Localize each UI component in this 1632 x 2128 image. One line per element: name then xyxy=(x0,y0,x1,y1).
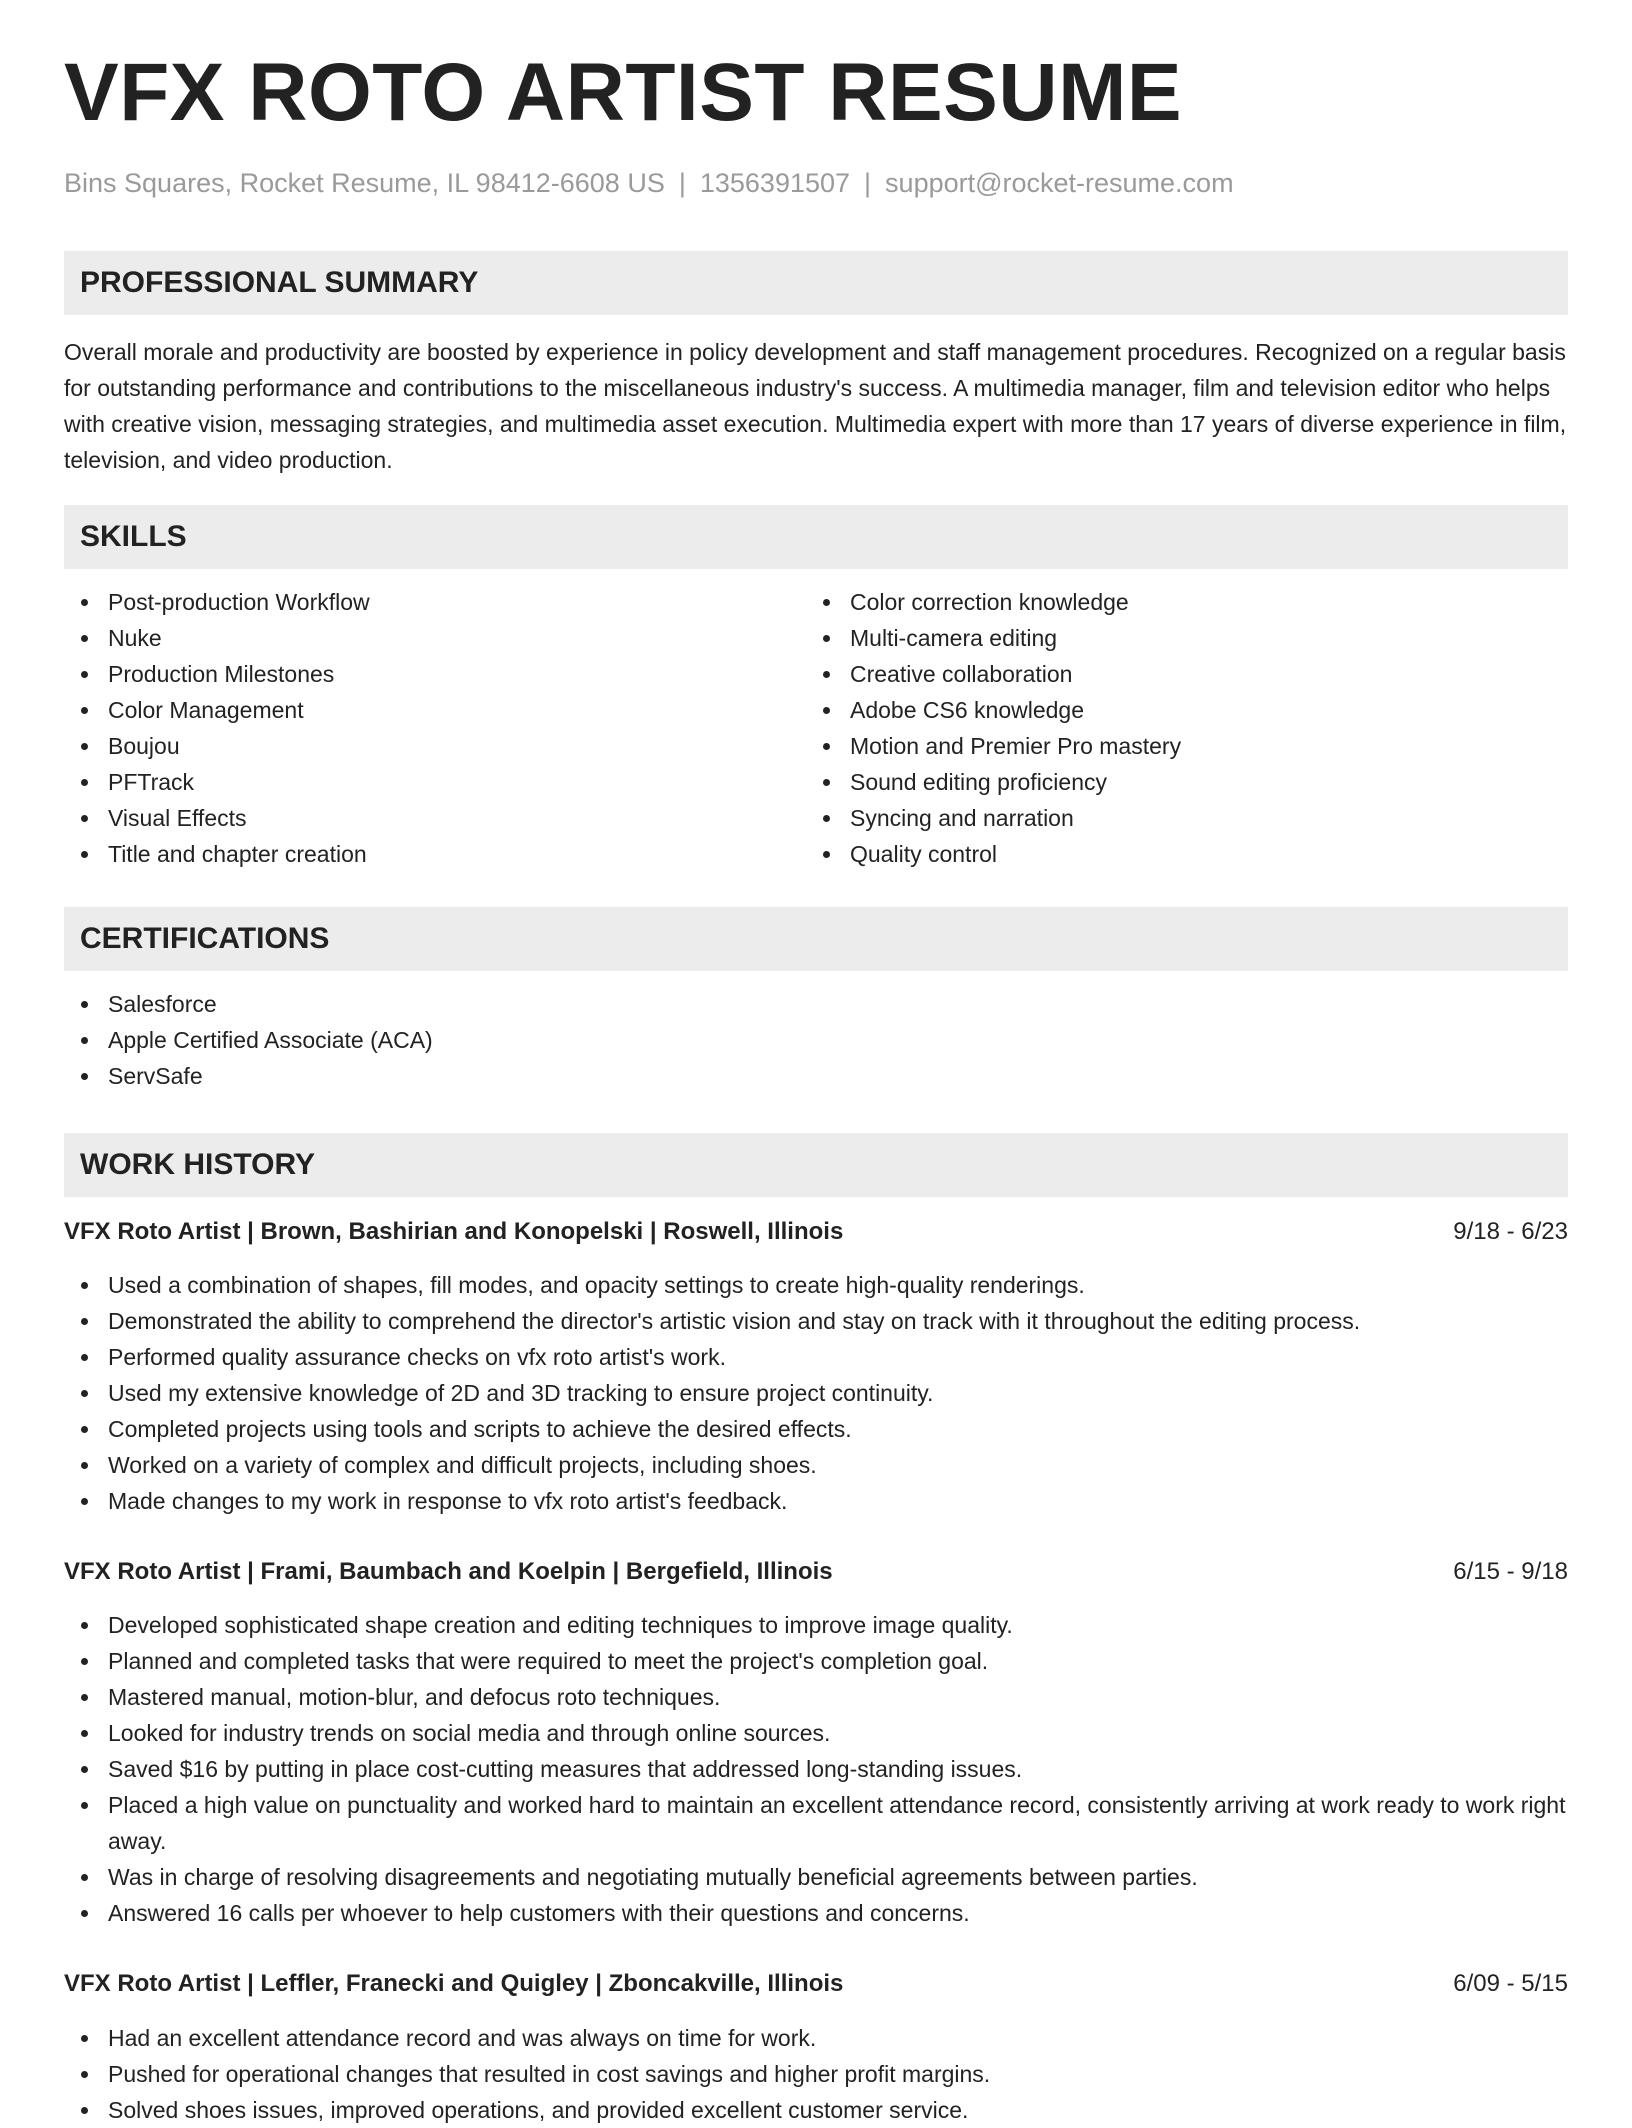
contact-address: Bins Squares, Rocket Resume, IL 98412-6608 US xyxy=(64,168,665,198)
job-title: VFX Roto Artist | Frami, Baumbach and Koelpin | Bergefield, Illinois xyxy=(64,1558,833,1585)
skill-item: Creative collaboration xyxy=(806,656,1566,692)
summary-section-header xyxy=(64,251,1568,315)
job-dates: 9/18 - 6/23 xyxy=(1453,1218,1568,1245)
job-bullet: Worked on a variety of complex and difficult projects, including shoes. xyxy=(64,1447,1568,1483)
job-bullet: Mastered manual, motion-blur, and defocus roto techniques. xyxy=(64,1679,1568,1715)
job-header xyxy=(64,1966,1568,2002)
certifications-section-header xyxy=(64,907,1568,971)
resume-title: VFX ROTO ARTIST RESUME xyxy=(64,47,1183,138)
skill-item: Multi-camera editing xyxy=(806,620,1566,656)
job-dates: 6/09 - 5/15 xyxy=(1453,1970,1568,1997)
skill-item: Boujou xyxy=(64,728,784,764)
skills-list-left xyxy=(64,584,784,872)
skill-item: PFTrack xyxy=(64,764,784,800)
skill-item: Adobe CS6 knowledge xyxy=(806,692,1566,728)
skill-item: Post-production Workflow xyxy=(64,584,784,620)
skill-item: Syncing and narration xyxy=(806,800,1566,836)
work-section-header xyxy=(64,1133,1568,1197)
skill-item: Sound editing proficiency xyxy=(806,764,1566,800)
certifications-list xyxy=(64,986,1568,1094)
contact-email: support@rocket-resume.com xyxy=(885,168,1234,198)
job-bullet: Saved $16 by putting in place cost-cutting measures that addressed long-standing issues. xyxy=(64,1751,1568,1787)
work-heading: WORK HISTORY xyxy=(80,1148,316,1181)
job-bullet: Solved shoes issues, improved operations, and provided excellent customer service. xyxy=(64,2092,1568,2128)
skill-item: Quality control xyxy=(806,836,1566,872)
skill-item: Production Milestones xyxy=(64,656,784,692)
summary-heading: PROFESSIONAL SUMMARY xyxy=(80,266,479,299)
certifications-heading: CERTIFICATIONS xyxy=(80,922,330,955)
skills-list-right xyxy=(806,584,1566,872)
certification-item: ServSafe xyxy=(64,1058,1568,1094)
certification-item: Salesforce xyxy=(64,986,1568,1022)
skill-item: Color Management xyxy=(64,692,784,728)
job-bullets xyxy=(64,1267,1568,1519)
job-dates: 6/15 - 9/18 xyxy=(1453,1558,1568,1585)
job-bullet: Answered 16 calls per whoever to help customers with their questions and concerns. xyxy=(64,1895,1568,1931)
job-bullet: Planned and completed tasks that were required to meet the project's completion goal. xyxy=(64,1643,1568,1679)
job-bullets xyxy=(64,1607,1568,1931)
job-bullet: Completed projects using tools and scripts to achieve the desired effects. xyxy=(64,1411,1568,1447)
job-bullet: Pushed for operational changes that resulted in cost savings and higher profit margins. xyxy=(64,2056,1568,2092)
skill-item: Title and chapter creation xyxy=(64,836,784,872)
skill-item: Nuke xyxy=(64,620,784,656)
job-bullet: Looked for industry trends on social media and through online sources. xyxy=(64,1715,1568,1751)
job-bullet: Was in charge of resolving disagreements and negotiating mutually beneficial agreements between parties. xyxy=(64,1859,1568,1895)
skill-item: Visual Effects xyxy=(64,800,784,836)
skill-item: Color correction knowledge xyxy=(806,584,1566,620)
contact-separator: | xyxy=(678,168,686,198)
job-bullet: Placed a high value on punctuality and worked hard to maintain an excellent attendance record, consistently arriving at work ready to work right away. xyxy=(64,1787,1568,1859)
contact-phone: 1356391507 xyxy=(699,168,851,198)
job-bullet: Had an excellent attendance record and was always on time for work. xyxy=(64,2020,1568,2056)
job-bullet: Used a combination of shapes, fill modes, and opacity settings to create high-quality renderings. xyxy=(64,1267,1568,1303)
job-bullet: Performed quality assurance checks on vfx roto artist's work. xyxy=(64,1339,1568,1375)
job-header xyxy=(64,1554,1568,1590)
certification-item: Apple Certified Associate (ACA) xyxy=(64,1022,1568,1058)
job-title: VFX Roto Artist | Leffler, Franecki and Quigley | Zboncakville, Illinois xyxy=(64,1970,844,1997)
skills-section-header xyxy=(64,505,1568,569)
skill-item: Motion and Premier Pro mastery xyxy=(806,728,1566,764)
job-bullet: Used my extensive knowledge of 2D and 3D tracking to ensure project continuity. xyxy=(64,1375,1568,1411)
job-bullet: Made changes to my work in response to vfx roto artist's feedback. xyxy=(64,1483,1568,1519)
summary-text: Overall morale and productivity are boosted by experience in policy development and staff management procedures. Recognized on a regular basis for outstanding performance and contributions to the miscellaneous industry's success. A multimedia manager, film and television editor who helps with creative vision, messaging strategies, and multimedia asset execution. Multimedia expert with more than 17 years of diverse experience in film, television, and video production. xyxy=(64,339,1567,473)
contact-separator: | xyxy=(864,168,872,198)
job-bullet: Developed sophisticated shape creation and editing techniques to improve image quality. xyxy=(64,1607,1568,1643)
job-title: VFX Roto Artist | Brown, Bashirian and Konopelski | Roswell, Illinois xyxy=(64,1218,844,1245)
contact-line xyxy=(64,168,1234,199)
job-header xyxy=(64,1214,1568,1250)
job-bullet: Demonstrated the ability to comprehend the director's artistic vision and stay on track with it throughout the editing process. xyxy=(64,1303,1568,1339)
skills-heading: SKILLS xyxy=(80,520,187,553)
